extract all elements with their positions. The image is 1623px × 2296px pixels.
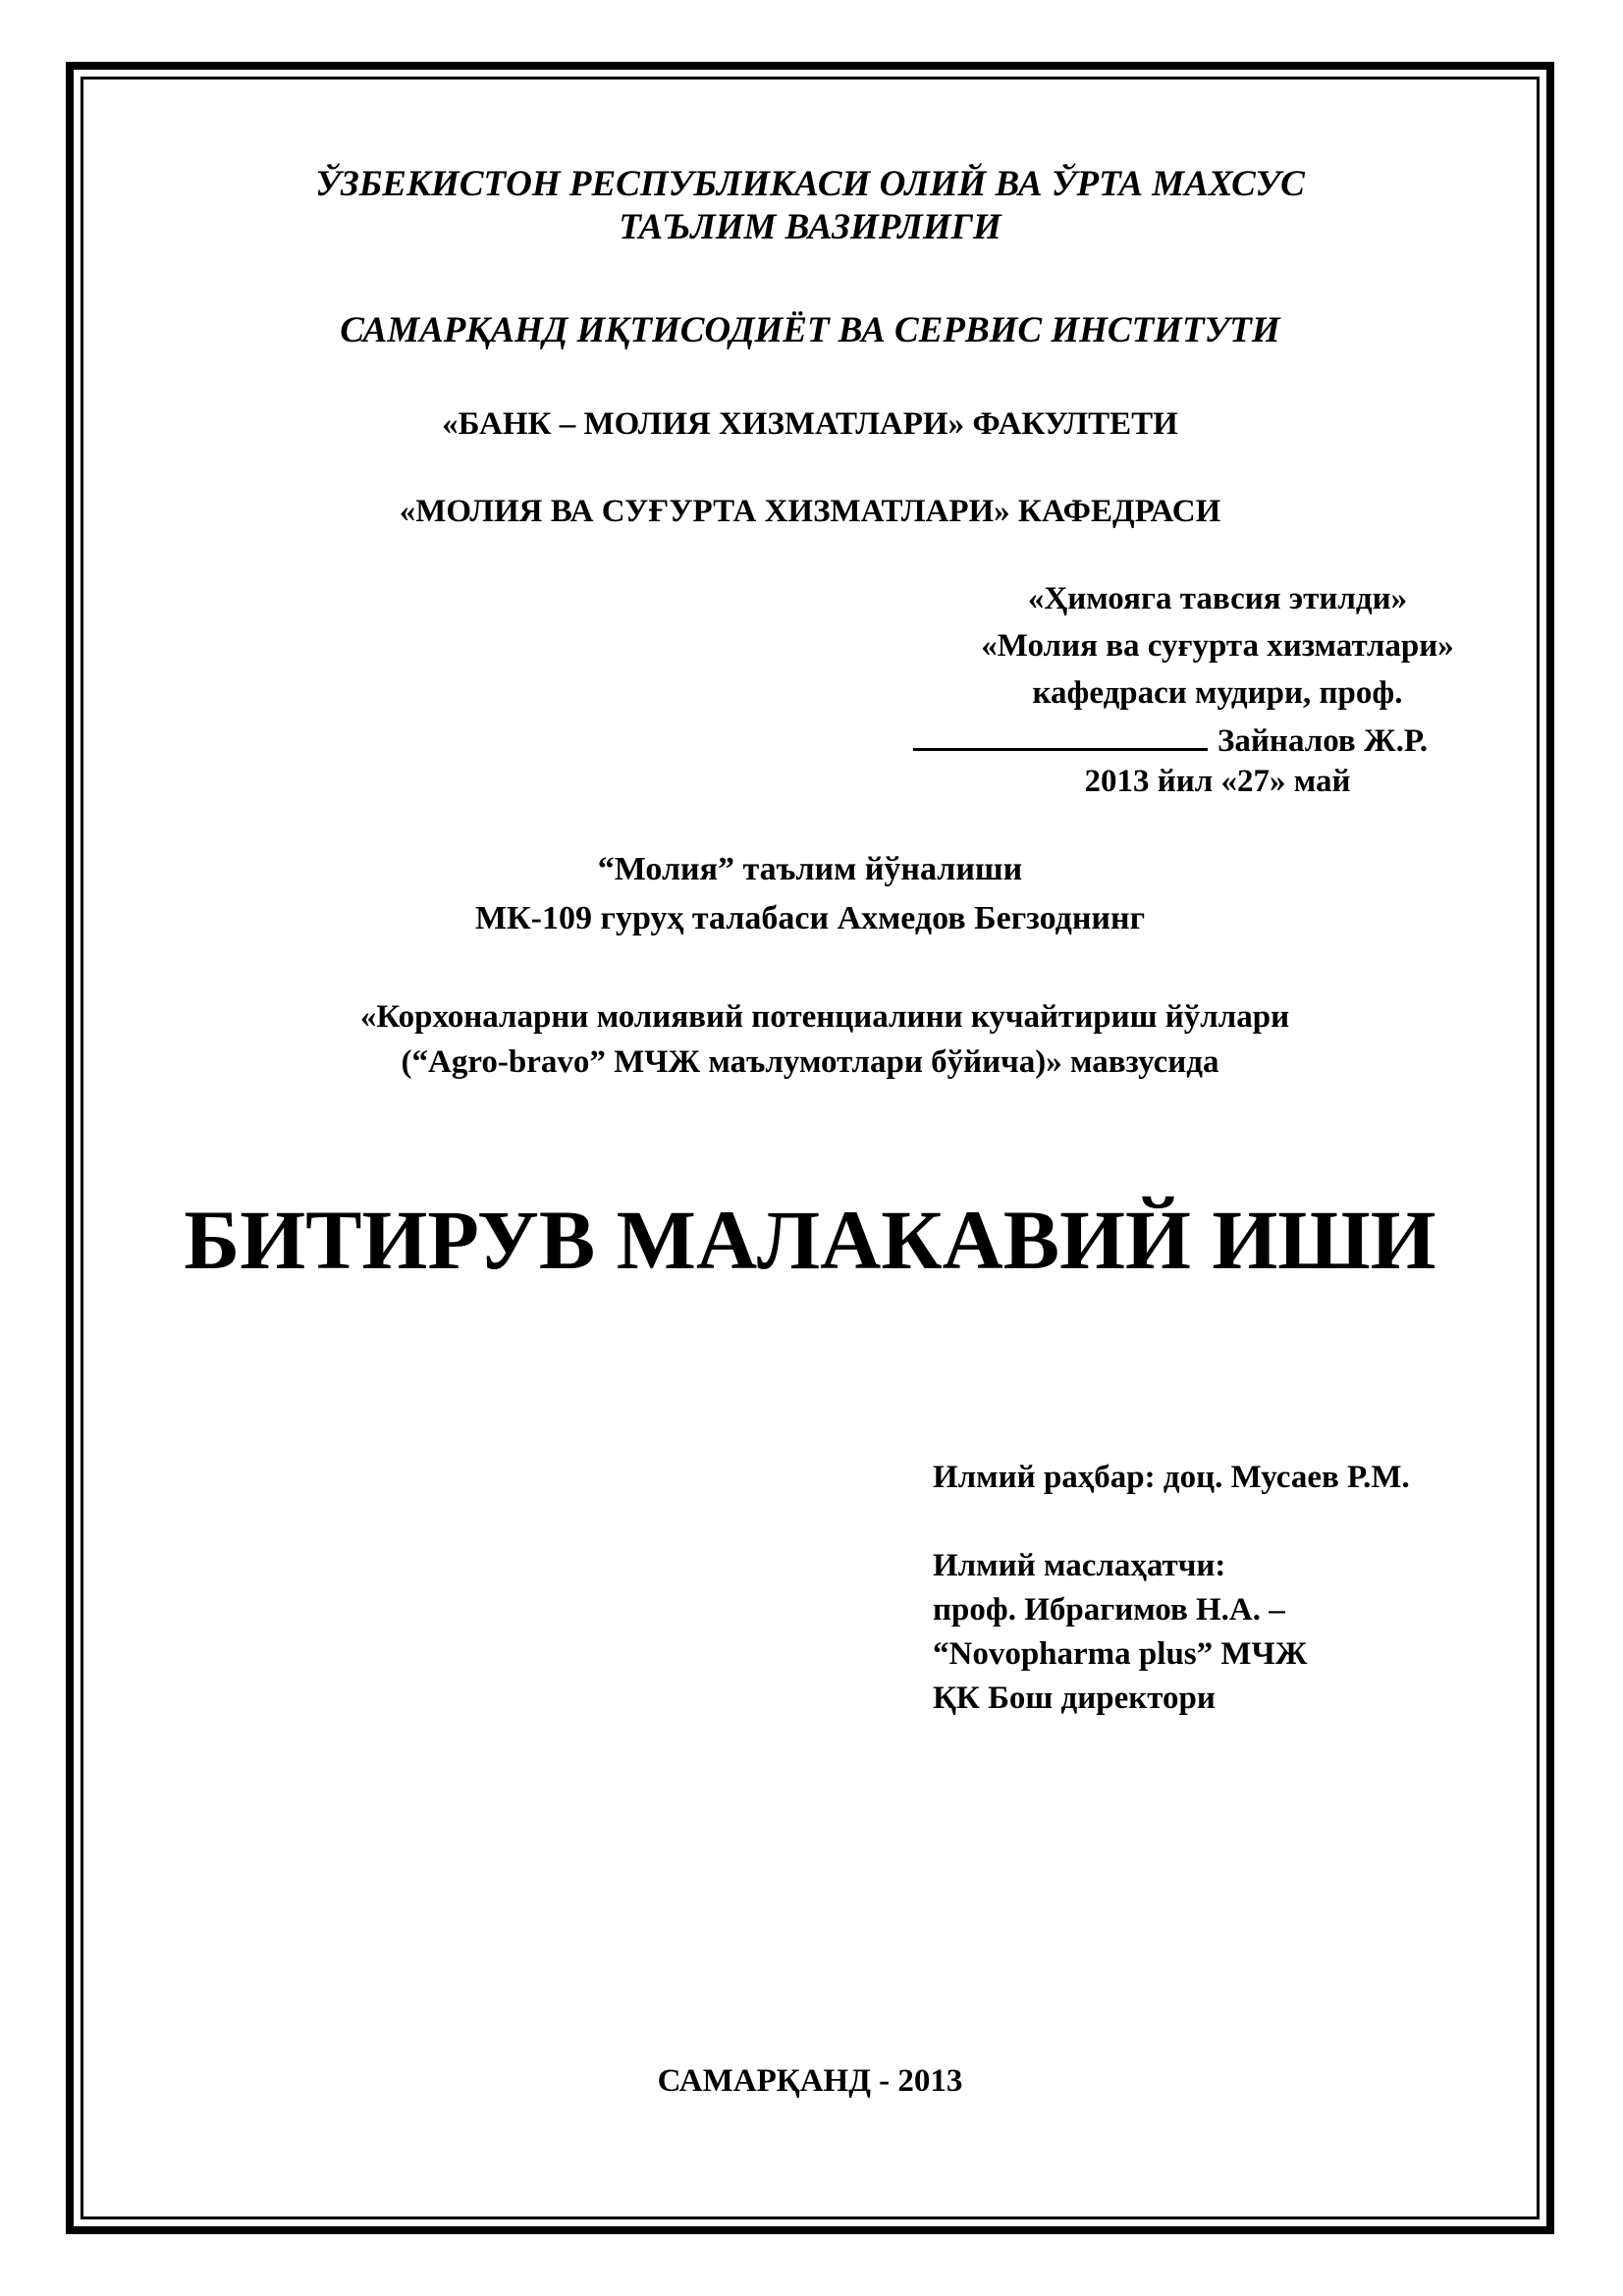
approval-signature-row <box>913 721 1428 761</box>
approval-line-1: «Ҳимояга тавсия этилди» <box>1027 581 1408 616</box>
approval-line-2: «Молия ва суғурта хизматлари» <box>981 628 1454 664</box>
institute-name: САМАРҚАНД ИҚТИСОДИЁТ ВА СЕРВИС ИНСТИТУТИ <box>340 310 1280 350</box>
ministry-line-2: ТАЪЛИМ ВАЗИРЛИГИ <box>619 207 1001 247</box>
ministry-line-1: ЎЗБЕКИСТОН РЕСПУБЛИКАСИ ОЛИЙ ВА ЎРТА МАХСУС <box>315 164 1305 204</box>
consultant-line-3: ҚК Бош директори <box>933 1681 1216 1716</box>
department-name: «МОЛИЯ ВА СУҒУРТА ХИЗМАТЛАРИ» КАФЕДРАСИ <box>399 494 1221 529</box>
approval-signatory: Зайналов Ж.Р. <box>1217 723 1429 759</box>
topic-line-2: (“Agro-bravo” МЧЖ маълумотлари бўйича)» мавзусида <box>401 1044 1219 1080</box>
student-line-2: МК-109 гуруҳ талабаси Ахмедов Бегзоднинг <box>474 900 1146 936</box>
consultant-line-1: проф. Ибрагимов Н.А. – <box>933 1592 1285 1628</box>
approval-block <box>884 0 1551 616</box>
topic-line-1: «Корхоналарни молиявий потенциалини кучайтириш йўллари <box>359 999 1290 1035</box>
approval-line-3: кафедраси мудири, проф. <box>1032 675 1403 711</box>
page-border-inner <box>81 77 1540 2219</box>
supervisor: Илмий раҳбар: доц. Мусаев Р.М. <box>933 1460 1410 1495</box>
signature-line <box>913 721 1208 751</box>
work-title: БИТИРУВ МАЛАКАВИЙ ИШИ <box>184 1193 1436 1287</box>
consultant-label: Илмий маслаҳатчи: <box>933 1548 1226 1583</box>
approval-date: 2013 йил «27» май <box>1084 764 1351 799</box>
student-line-1: “Молия” таълим йўналиши <box>597 851 1023 887</box>
consultant-line-2: “Novopharma plus” МЧЖ <box>933 1636 1308 1672</box>
faculty-name: «БАНК – МОЛИЯ ХИЗМАТЛАРИ» ФАКУЛТЕТИ <box>442 406 1178 442</box>
city-year: САМАРҚАНД - 2013 <box>657 2063 963 2099</box>
